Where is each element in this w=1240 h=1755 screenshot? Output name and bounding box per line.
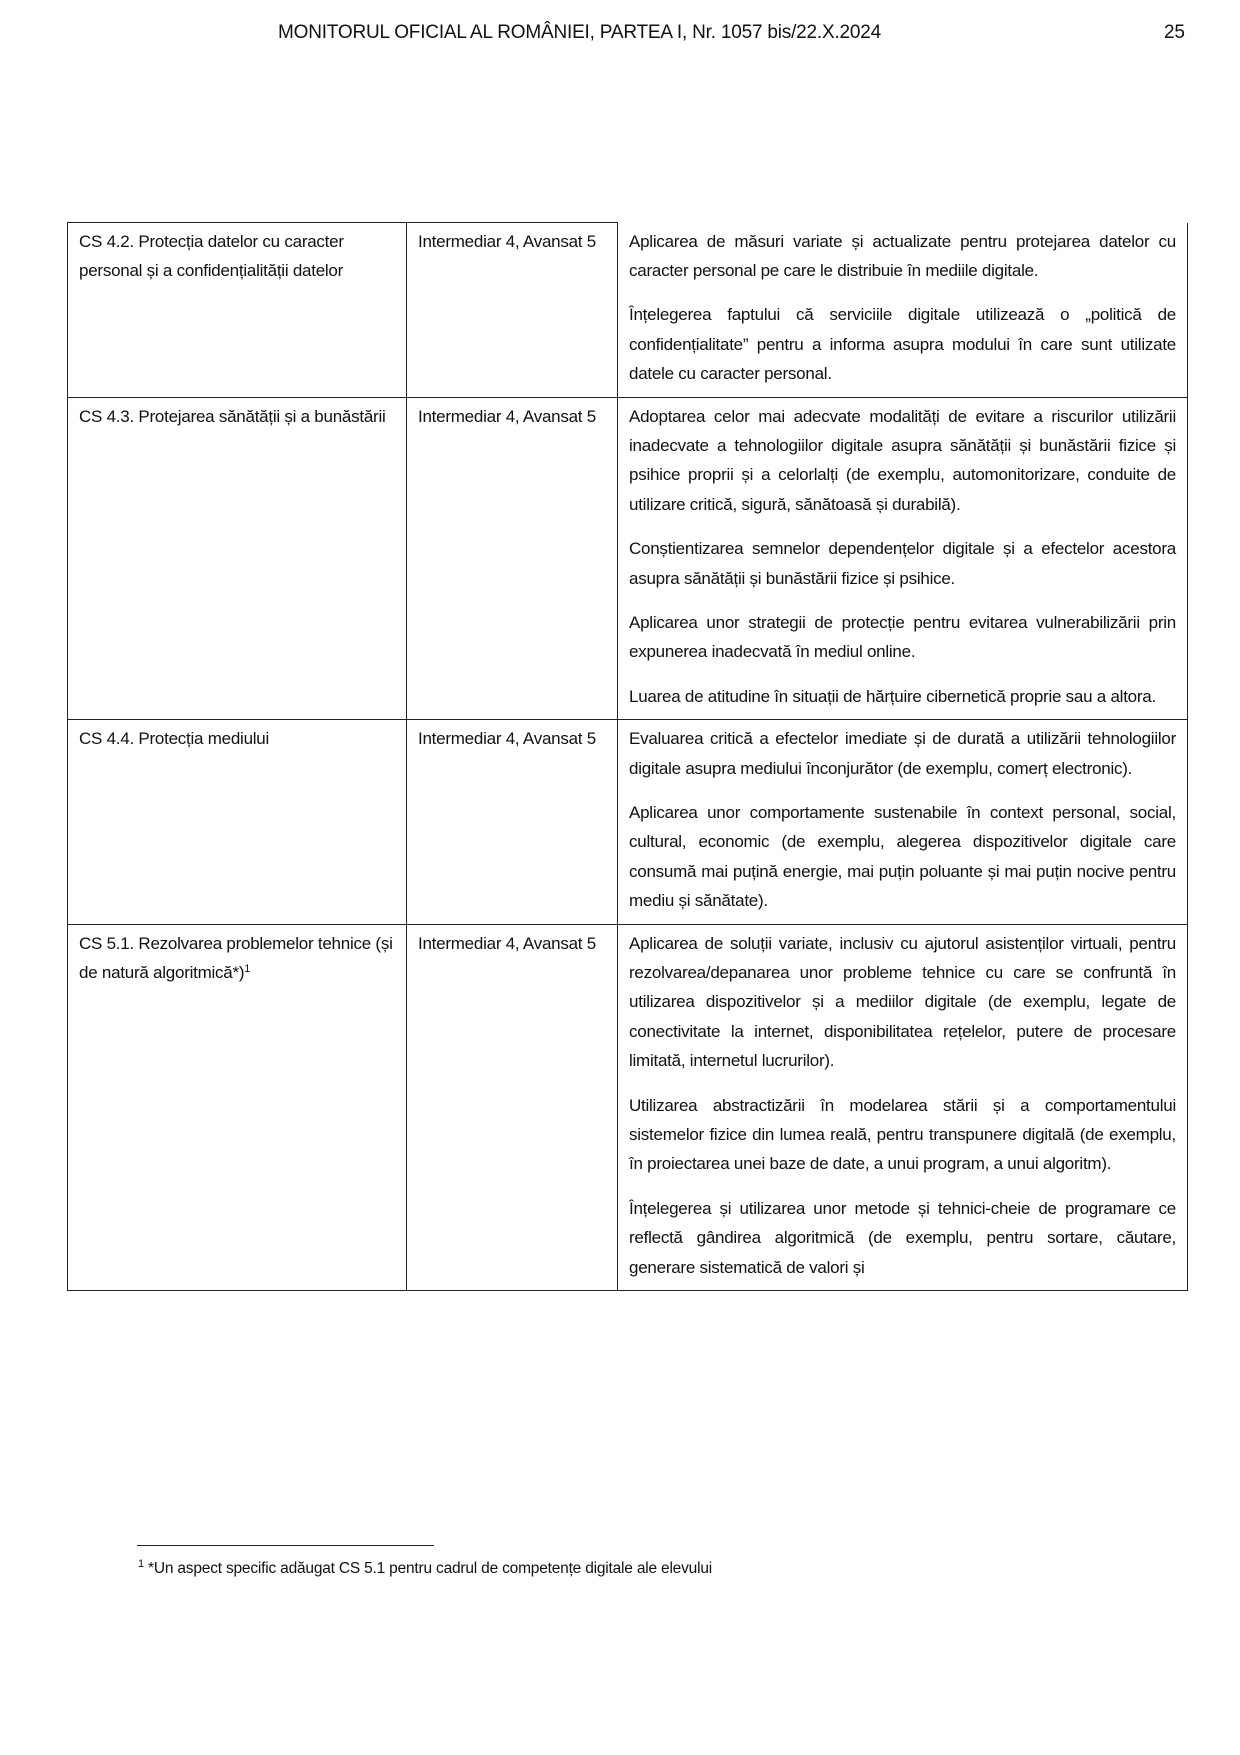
- footnote-mark: 1: [138, 1558, 144, 1570]
- description-cell: [618, 397, 1188, 720]
- level-label: Intermediar 4, Avansat 5: [418, 933, 596, 953]
- level-cell: [407, 223, 618, 398]
- description-paragraph: Aplicarea de măsuri variate și actualizate pentru protejarea datelor cu caracter personal pe care le distribuie în mediile digitale.: [629, 231, 1176, 280]
- competence-table: [67, 222, 1188, 1291]
- description-paragraph: Aplicarea de soluții variate, inclusiv cu ajutorul asistenților virtuali, pentru rezolvarea/depanarea unor probleme tehnice cu care se confruntă în utilizarea dispozitivelor și a mediilor digitale (de exemplu, legate de conectivitate la internet, disponibilitatea rețelelor, putere de procesare limitată, internetul lucrurilor).: [629, 933, 1176, 1071]
- description-cell: [618, 223, 1188, 398]
- description-paragraph: Aplicarea unor strategii de protecție pentru evitarea vulnerabilizării prin expunerea inadecvată în mediul online.: [629, 612, 1176, 662]
- table-row: [68, 223, 1188, 398]
- competence-label: CS 5.1. Rezolvarea problemelor tehnice (și de natură algoritmică*): [79, 933, 393, 983]
- footnote-ref[interactable]: 1: [244, 963, 251, 976]
- description-paragraph: Înțelegerea faptului că serviciile digitale utilizează o „politică de confidențialitate” pentru a informa asupra modului în care sunt utilizate datele cu caracter personal.: [629, 305, 1176, 384]
- table-row: [68, 397, 1188, 720]
- footnote-text: *Un aspect specific adăugat CS 5.1 pentru cadrul de competențe digitale ale elevului: [148, 1560, 712, 1577]
- competence-cell: [68, 924, 407, 1290]
- table-row: [68, 720, 1188, 924]
- description-paragraph: Aplicarea unor comportamente sustenabile în context personal, social, cultural, economic (de exemplu, alegerea dispozitivelor digitale care consumă mai puțină energie, mai puțin poluante și mai puțin nocive pentru mediu și sănătate).: [629, 803, 1176, 911]
- footnote: [138, 1560, 712, 1578]
- description-paragraph: Conștientizarea semnelor dependențelor digitale și a efectelor acestora asupra sănătății și bunăstării fizice și psihice.: [629, 539, 1176, 588]
- competence-label: CS 4.4. Protecția mediului: [79, 729, 270, 749]
- footnote-separator: [137, 1545, 434, 1546]
- description-paragraph: Luarea de atitudine în situații de hărțuire cibernetică proprie sau a altora.: [629, 686, 1156, 706]
- competence-cell: [68, 397, 407, 720]
- description-paragraph: Utilizarea abstractizării în modelarea stării și a comportamentului sistemelor fizice din lumea reală, pentru transpunere digitală (de exemplu, în proiectarea unei baze de date, a unui program, a unui algoritm).: [629, 1095, 1176, 1174]
- competence-cell: [68, 223, 407, 398]
- competence-label: CS 4.2. Protecția datelor cu caracter personal și a confidențialității datelor: [79, 232, 344, 281]
- level-cell: [407, 924, 618, 1290]
- description-paragraph: Înțelegerea și utilizarea unor metode și tehnici-cheie de programare ce reflectă gândirea algoritmică (de exemplu, pentru sortare, căutare, generare sistematică de valori și: [629, 1198, 1176, 1277]
- competence-label: CS 4.3. Protejarea sănătății și a bunăstării: [79, 406, 386, 426]
- description-paragraph: Adoptarea celor mai adecvate modalități de evitare a riscurilor utilizării inadecvate a tehnologiilor digitale asupra sănătății și bunăstării fizice și psihice proprii și a celorlalți (de exemplu, automonitorizare, conduite de utilizare critică, sigură, sănătoasă și durabilă).: [629, 406, 1176, 514]
- level-cell: [407, 397, 618, 720]
- description-cell: [618, 720, 1188, 924]
- description-paragraph: Evaluarea critică a efectelor imediate și de durată a utilizării tehnologiilor digitale asupra mediului înconjurător (de exemplu, comerț electronic).: [629, 729, 1176, 778]
- page-number: 25: [1164, 22, 1185, 43]
- level-label: Intermediar 4, Avansat 5: [418, 406, 596, 426]
- publication-title: MONITORUL OFICIAL AL ROMÂNIEI, PARTEA I, Nr. 1057 bis/22.X.2024: [278, 22, 882, 43]
- table-row: [68, 924, 1188, 1290]
- level-cell: [407, 720, 618, 924]
- competence-cell: [68, 720, 407, 924]
- level-label: Intermediar 4, Avansat 5: [418, 232, 596, 251]
- level-label: Intermediar 4, Avansat 5: [418, 729, 596, 749]
- description-cell: [618, 924, 1188, 1290]
